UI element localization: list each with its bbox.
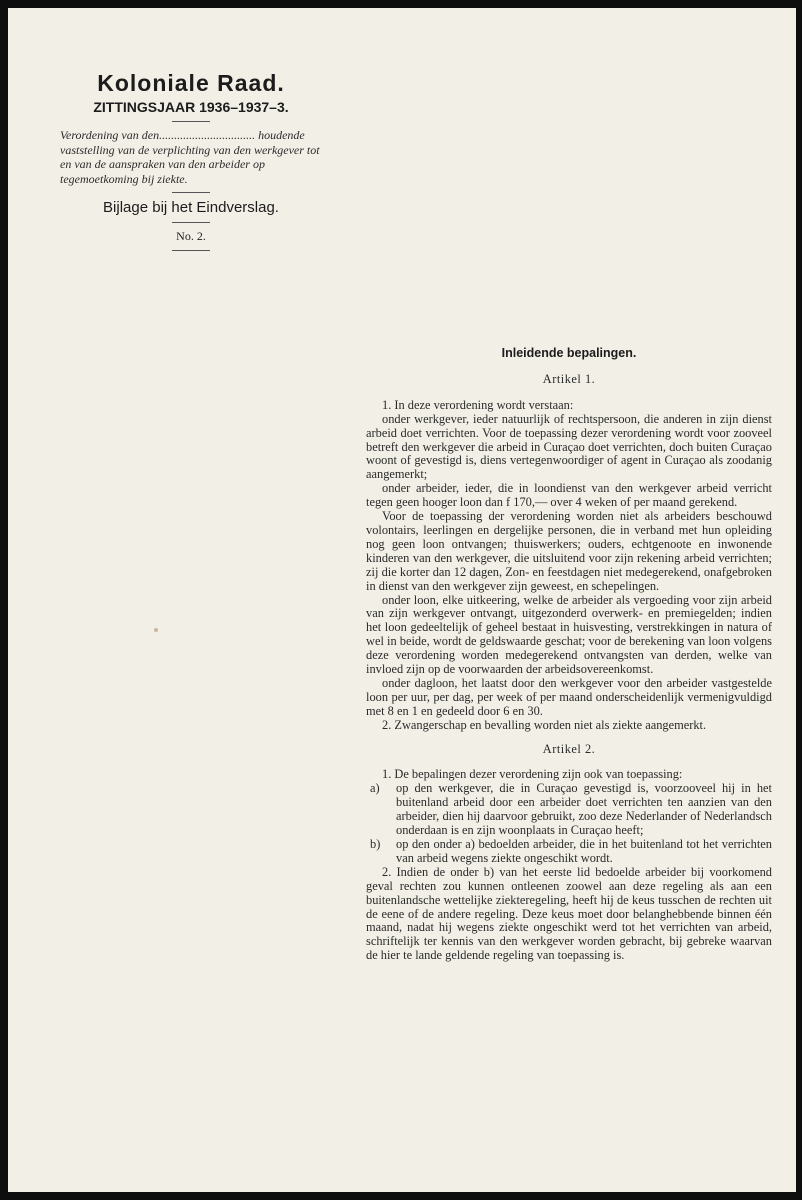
list-item [366,782,772,838]
divider [172,222,210,223]
list-item-text: op den onder a) bedoelden arbeider, die in het buitenland tot het verrichten van arbeid wegens ziekte ongeschikt wordt. [396,837,772,865]
list-marker: b) [370,837,381,851]
paragraph: Voor de toepassing der verordening worden niet als arbeiders beschouwd volontairs, leerlingen en dergelijke personen, die in verband met hun opleiding nog geen loon ontvangen; thuiswerkers; ouders, echtgenoote en inwonende kinderen van den werkgever, die uitsluitend voor zijn rekening arbeid verrichten; zij die korter dan 12 dagen, Zon- en feestdagen niet medegerekend, onafgebroken in dienst van den werkgever zijn geweest, en schepelingen. [366,509,772,593]
article-2-title: Artikel 2. [542,741,596,756]
paragraph: onder werkgever, ieder natuurlijk of rechtspersoon, die anderen in zijn dienst arbeid doet verrichten. Voor de toepassing dezer verordening wordt voor zooveel betreft den werkgever die arbeid in Curaçao doet verrichten, doch buiten Curaçao woont of gevestigd is, diens vertegenwoordiger of agent in Curaçao als zoodanig aangemerkt; [366,411,772,482]
title-block [60,70,322,257]
paragraph: 2. Indien de onder b) van het eerste lid bedoelde arbeider bij voorkomend geval rechten zou kunnen ontleenen zoowel aan deze regeling als aan een buitenlandsche wettelijke ziekteregeling, heeft hij de keus tusschen de rechten uit de eene of de andere regeling. Deze keus moet door belanghebbende binnen één maand, nadat hij wegens ziekte ongeschikt werd tot het verrichten van arbeid, schriftelijk ter kennis van den werkgever worden gebracht, bij gebreke waarvan de hier te lande geldende regeling van toepassing is. [366,864,772,963]
paragraph: 1. De bepalingen dezer verordening zijn ook van toepassing: [382,767,683,782]
paragraph: onder dagloon, het laatst door den werkgever voor den arbeider vastgestelde loon per uur, per dag, per week of per maand onderscheidenlijk vermenigvuldigd met 8 en 1 en gedeeld door 6 en 30. [366,675,772,718]
list-item [366,838,772,866]
session-year: ZITTINGSJAAR 1936–1937–3. [93,99,289,115]
ordinance-body [366,347,772,963]
annex-label: Bijlage bij het Eindverslag. [103,199,279,216]
paragraph: onder arbeider, ieder, die in loondienst van den werkgever arbeid verricht tegen geen hooger loon dan f 170,— over 4 weken of per maand gerekend. [366,481,772,510]
list-marker: a) [370,781,380,796]
council-title: Koloniale Raad. [97,70,285,96]
divider [172,121,210,122]
divider [172,250,210,251]
paragraph: 2. Zwangerschap en bevalling worden niet als ziekte aangemerkt. [382,717,707,732]
list-item-text: op den werkgever, die in Curaçao gevestigd is, voorzooveel hij in het buitenland arbeid door een arbeider doet verrichten ten aanzien van den arbeider, dien hij daarvoor gebruikt, zoo deze Nederlander of Nederlandsch onderdaan is en zijn woonplaats in Curaçao heeft; [396,781,772,838]
article-1-title: Artikel 1. [542,371,596,386]
article-2-list [366,782,772,865]
section-heading: Inleidende bepalingen. [501,346,637,360]
paragraph: 1. In deze verordening wordt verstaan: [382,397,574,412]
paragraph: onder loon, elke uitkeering, welke de arbeider als vergoeding voor zijn arbeid van zijn werkgever ontvangt, uitgezonderd overwerk- en premiegelden; indien het loon gedeeltelijk of geheel bestaat in huisvesting, verstrekkingen in natura of wel in beide, wordt de geldswaarde geschat; voor de berekening van loon volgens deze verordening worden medegerekend ontvangsten van derden, welke van invloed zijn op de voorwaarden der arbeidsovereenkomst. [366,592,772,677]
paper-stain [154,628,158,632]
article-2-text [366,768,772,963]
divider [172,192,210,193]
ordinance-description: Verordening van den................................ houdende vaststelling van de verplichting van den werkgever tot en van de aanspraken van den arbeider op tegemoetkoming bij ziekte. [60,128,320,186]
document-number: No. 2. [176,229,206,243]
article-1-text [366,399,772,733]
document-page [8,8,796,1192]
